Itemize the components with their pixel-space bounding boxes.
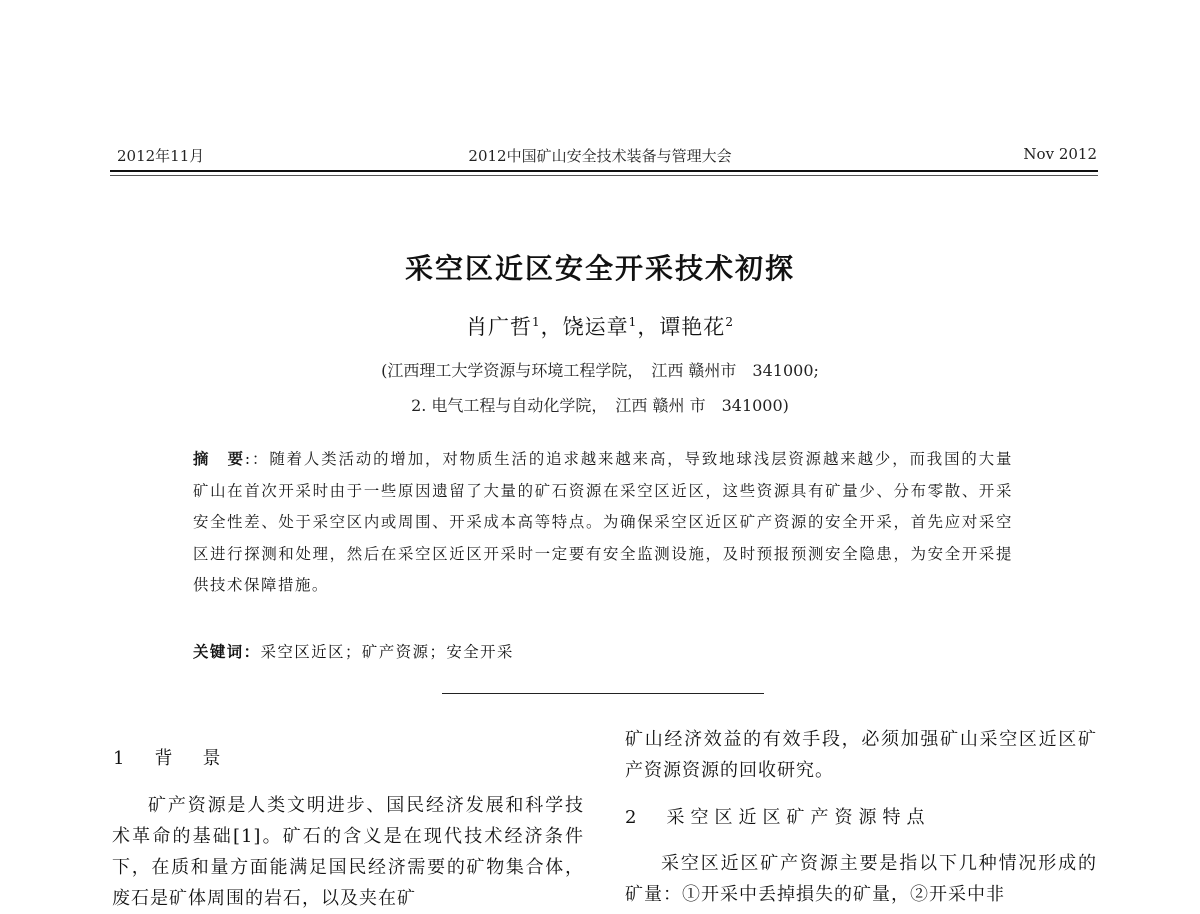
affiliation-line: (江西理工大学资源与环境工程学院， 江西 赣州市 341000; <box>381 361 819 380</box>
keywords-text: 采空区近区；矿产资源；安全开采 <box>260 643 514 661</box>
running-header-conference: 2012中国矿山安全技术装备与管理大会 <box>468 147 732 165</box>
section-heading-background: 1 背 景 <box>113 748 227 769</box>
abstract-text: :：随着人类活动的增加，对物质生活的追求越来越来高，导致地球浅层资源越来越少，而我国的大量矿山在首次开采时由于一些原因遗留了大量的矿石资源在采空区近区，这些资源具有矿量少、分布零散、开采安全性差、处于采空区内或周围、开采成本高等特点。为确保采空区近区矿产资源的安全开采，首先应对采空区进行探测和处理，然后在采空区近区开采时一定要有安全监测设施，及时预报预测安全隐患，为安全开采提供技术保障措施。 <box>193 450 1014 595</box>
body-paragraph-continued: 矿山经济效益的有效手段，必须加强矿山采空区近区矿产资源资源的回收研究。 <box>625 729 1097 781</box>
header-rule-thick <box>110 170 1098 172</box>
abstract <box>193 444 1013 602</box>
header-rule-thin <box>110 175 1098 176</box>
keywords <box>193 640 514 662</box>
abstract-label: 摘 要 <box>193 450 245 468</box>
body-paragraph: 采空区近区矿产资源主要是指以下几种情况形成的矿量：①开采中丢掉損失的矿量，②开采中非 <box>625 853 1097 905</box>
keywords-label: 关键词： <box>193 643 261 661</box>
paper-title: 采空区近区安全开采技术初探 <box>404 252 795 285</box>
author-name: 谭艳花 <box>659 315 726 339</box>
section-divider <box>442 693 764 694</box>
running-header-date-cn: 2012年11月 <box>117 147 205 165</box>
body-paragraph: 矿产资源是人类文明进步、国民经济发展和科学技术革命的基础[1]。矿石的含义是在现代技术经济条件下，在质和量方面能满足国民经济需要的矿物集合体，废石是矿体周围的岩石，以及夹在矿 <box>112 795 584 909</box>
affiliation-line: 2. 电气工程与自动化学院， 江西 赣州 市 341000) <box>411 396 789 415</box>
author-affil-mark: 2 <box>725 315 734 329</box>
author-list <box>0 311 1200 341</box>
running-header-date-en: Nov 2012 <box>1023 145 1097 163</box>
author-affil-mark: 1 <box>628 315 638 329</box>
author-separator: ， <box>637 315 660 339</box>
author-name: 肖广哲 <box>466 315 533 339</box>
section-heading-features: 2 采空区近区矿产资源特点 <box>625 807 931 828</box>
author-affil-mark: 1 <box>532 315 541 329</box>
author-name: 饶运章 <box>562 315 629 339</box>
author-separator: ， <box>540 315 563 339</box>
